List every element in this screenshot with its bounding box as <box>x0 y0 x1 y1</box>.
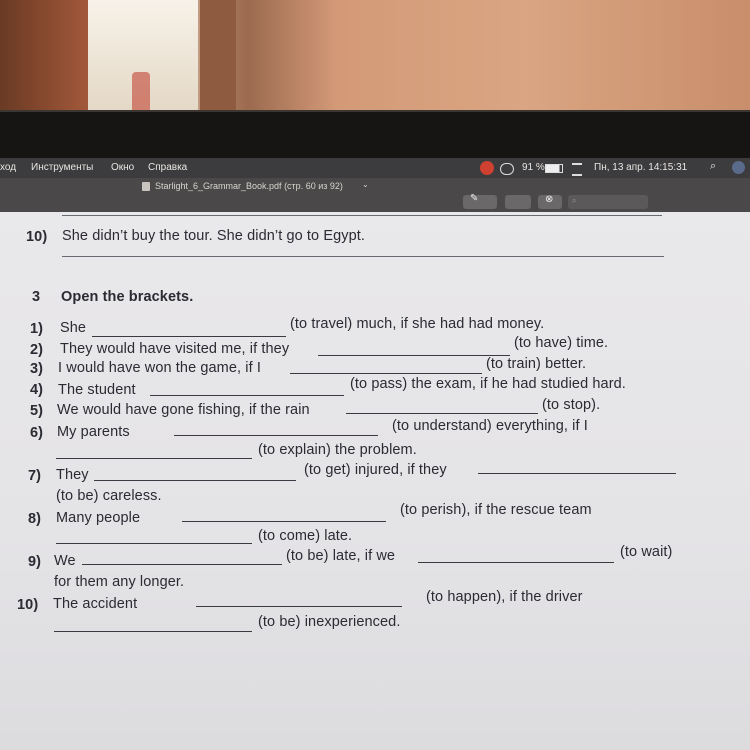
share-button[interactable] <box>505 195 531 209</box>
status-app-icon[interactable] <box>480 161 494 175</box>
answer-blank[interactable] <box>82 564 282 565</box>
siri-icon[interactable] <box>732 161 745 174</box>
item-number: 8) <box>28 511 42 527</box>
bottle <box>132 72 150 112</box>
pdf-document-icon <box>142 182 150 191</box>
answer-blank[interactable] <box>182 521 386 522</box>
laptop-bezel <box>0 112 750 160</box>
prev-item-text: She didn’t buy the tour. She didn’t go to Egypt. <box>62 228 366 244</box>
answer-blank[interactable] <box>290 373 482 374</box>
preview-toolbar <box>0 178 750 212</box>
answer-blank[interactable] <box>150 395 344 396</box>
answer-blank[interactable] <box>56 543 252 544</box>
answer-blank[interactable] <box>56 458 252 459</box>
item-text: (to come) late. <box>258 528 353 544</box>
answer-line-prev-10 <box>62 256 664 257</box>
menu-help[interactable]: Справка <box>148 162 188 173</box>
item-text: (to understand) everything, if I <box>392 418 588 434</box>
item-text: She <box>60 320 87 336</box>
answer-line-prev <box>62 215 662 216</box>
answer-blank[interactable] <box>174 435 378 436</box>
item-number: 7) <box>28 468 42 484</box>
battery-percent[interactable]: 91 % <box>522 162 545 173</box>
markup-circle-icon: ⊗ <box>545 194 554 205</box>
item-number: 3) <box>30 361 44 377</box>
pen-icon: ✎ <box>470 193 479 204</box>
answer-blank[interactable] <box>94 480 296 481</box>
item-text: The student <box>58 382 136 398</box>
search-icon: ⌕ <box>572 196 577 205</box>
item-text: The accident <box>53 596 138 612</box>
menu-window[interactable]: Окно <box>111 162 135 173</box>
item-text: My parents <box>57 424 130 440</box>
answer-blank[interactable] <box>318 355 510 356</box>
item-text: We would have gone fishing, if the rain <box>57 402 310 418</box>
item-text: (to train) better. <box>486 356 587 372</box>
exercise-title: Open the brackets. <box>61 289 194 305</box>
menu-go[interactable]: ход <box>0 162 17 173</box>
title-chevron-down-icon[interactable]: ⌄ <box>362 180 369 189</box>
item-text: (to perish), if the rescue team <box>400 502 592 518</box>
item-number: 10) <box>17 597 39 613</box>
item-number: 1) <box>30 321 44 337</box>
cloud-icon[interactable] <box>500 163 514 175</box>
menu-bar <box>0 158 750 178</box>
answer-blank[interactable] <box>418 562 614 563</box>
item-text: They <box>56 467 89 483</box>
item-text: I would have won the game, if I <box>58 360 261 376</box>
item-number: 4) <box>30 382 44 398</box>
answer-blank[interactable] <box>196 606 402 607</box>
item-number: 6) <box>30 425 44 441</box>
item-text: for them any longer. <box>54 574 185 590</box>
search-input[interactable] <box>568 195 648 209</box>
item-text: (to stop). <box>542 397 601 413</box>
markup-pen-button[interactable] <box>463 195 497 209</box>
battery-icon[interactable] <box>545 164 563 173</box>
item-text: We <box>54 553 76 569</box>
prev-item-number: 10) <box>26 229 48 245</box>
exercise-number: 3 <box>32 289 41 305</box>
spotlight-search-icon[interactable]: ⌕ <box>710 160 717 172</box>
item-text: (to explain) the problem. <box>258 442 417 458</box>
pdf-page <box>0 212 750 750</box>
answer-blank[interactable] <box>92 336 286 337</box>
door-frame <box>200 0 236 115</box>
item-number: 5) <box>30 403 44 419</box>
item-text: (to be) late, if we <box>286 548 396 564</box>
item-text: (to get) injured, if they <box>304 462 447 478</box>
item-text: They would have visited me, if they <box>60 341 290 357</box>
menu-tools[interactable]: Инструменты <box>31 162 94 173</box>
answer-blank[interactable] <box>54 631 252 632</box>
background-room <box>0 0 750 120</box>
item-text: (to be) inexperienced. <box>258 614 401 630</box>
item-text: (to be) careless. <box>56 488 162 504</box>
item-text: (to pass) the exam, if he had studied hard. <box>350 376 626 392</box>
clock[interactable]: Пн, 13 апр. 14:15:31 <box>594 162 688 173</box>
document-title[interactable]: Starlight_6_Grammar_Book.pdf (стр. 60 из 92) <box>155 181 343 191</box>
answer-blank[interactable] <box>346 413 538 414</box>
item-text: Many people <box>56 510 141 526</box>
item-number: 2) <box>30 342 44 358</box>
input-flag-icon[interactable] <box>572 163 582 176</box>
item-text: (to travel) much, if she had had money. <box>290 316 545 332</box>
item-text: (to wait) <box>620 544 673 560</box>
item-text: (to happen), if the driver <box>426 589 583 605</box>
answer-blank[interactable] <box>478 473 676 474</box>
item-text: (to have) time. <box>514 335 609 351</box>
item-number: 9) <box>28 554 42 570</box>
